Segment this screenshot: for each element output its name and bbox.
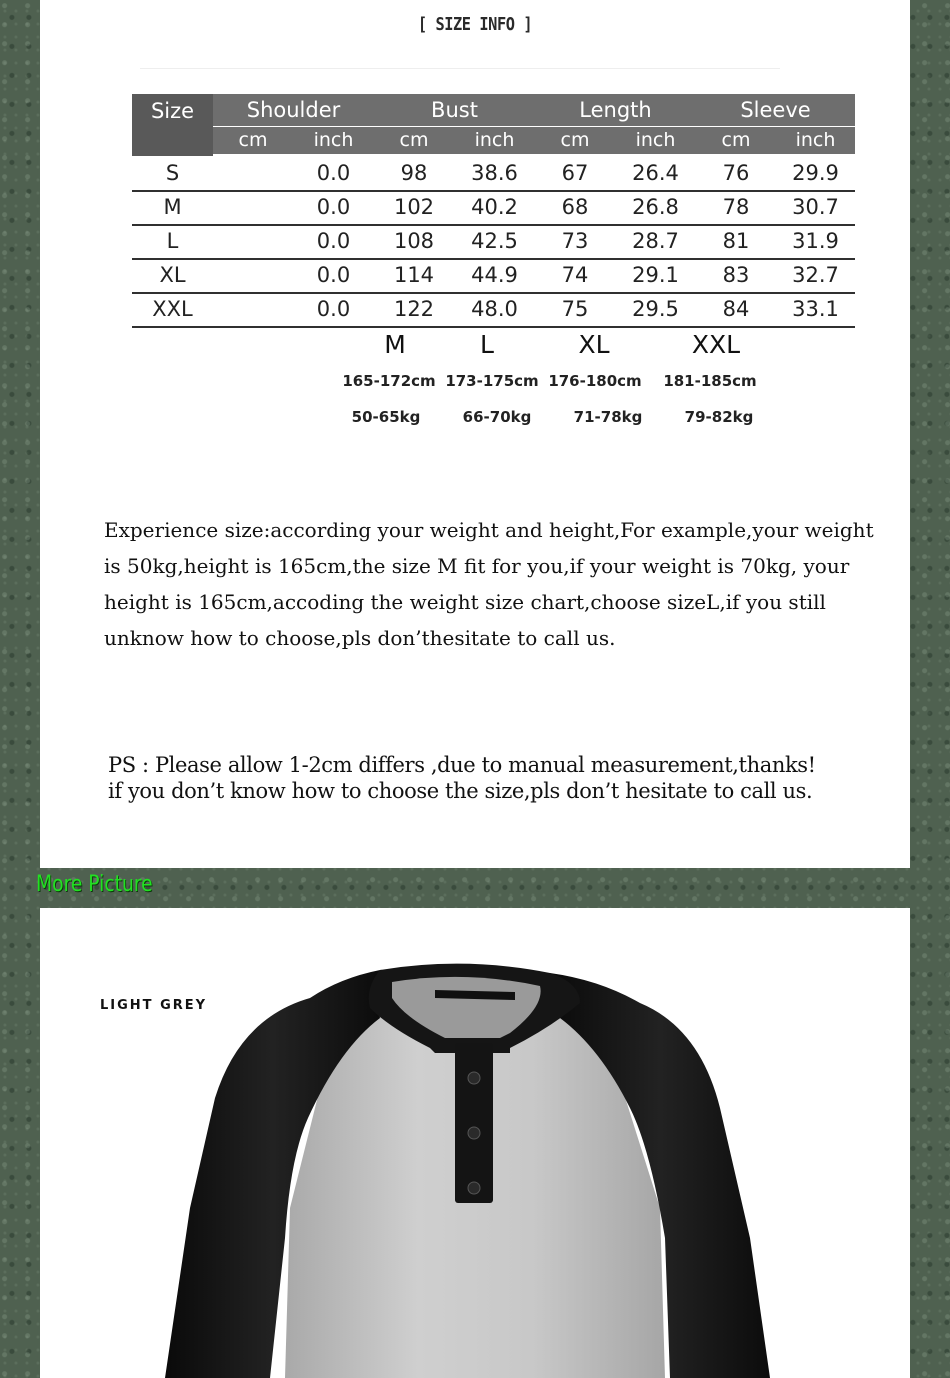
cell-sleeve-cm: 83 [722, 263, 750, 287]
cell-size: XL [159, 263, 186, 287]
wh-height-range: 165-172cm [342, 372, 436, 390]
header-size: Size [150, 99, 195, 123]
cell-bust-inch: 48.0 [471, 297, 518, 321]
cell-shoulder-inch: 0.0 [316, 195, 351, 219]
cell-shoulder-cm [213, 224, 293, 258]
cell-shoulder-inch: 0.0 [316, 229, 351, 253]
wh-size-label: XL [578, 330, 610, 359]
subheader-cm: cm [238, 129, 268, 151]
cell-sleeve-inch: 33.1 [792, 297, 839, 321]
cell-bust-inch: 42.5 [471, 229, 518, 253]
cell-sleeve-inch: 30.7 [792, 195, 839, 219]
cell-bust-cm: 108 [393, 229, 435, 253]
cell-length-cm: 68 [561, 195, 589, 219]
subheader-inch: inch [635, 129, 676, 151]
cell-shoulder-inch: 0.0 [316, 161, 351, 185]
ps-note-line: PS : Please allow 1-2cm differs ,due to manual measurement,thanks! [108, 753, 816, 777]
wh-size-label: L [480, 330, 494, 359]
cell-length-cm: 67 [561, 161, 589, 185]
cell-sleeve-inch: 29.9 [792, 161, 839, 185]
cell-sleeve-inch: 31.9 [792, 229, 839, 253]
header-shoulder: Shoulder [246, 98, 341, 122]
size-info-title: [ SIZE INFO ] [417, 14, 533, 35]
cell-length-inch: 26.4 [632, 161, 679, 185]
wh-size-label: M [384, 330, 406, 359]
cell-size: M [163, 195, 182, 219]
cell-bust-inch: 38.6 [471, 161, 518, 185]
cell-shoulder-cm [213, 156, 293, 190]
more-picture-heading: More Picture [36, 872, 153, 897]
product-color-label: LIGHT GREY [100, 998, 208, 1013]
subheader-inch: inch [313, 129, 354, 151]
cell-sleeve-cm: 81 [722, 229, 750, 253]
header-sleeve: Sleeve [740, 98, 811, 122]
table-row [132, 292, 855, 328]
cell-bust-inch: 40.2 [471, 195, 518, 219]
wh-weight-range: 79-82kg [684, 408, 754, 426]
subheader-cm: cm [721, 129, 751, 151]
cell-shoulder-cm [213, 258, 293, 292]
cell-sleeve-cm: 76 [722, 161, 750, 185]
cell-shoulder-inch: 0.0 [316, 297, 351, 321]
cell-size: XXL [152, 297, 193, 321]
header-bust: Bust [431, 98, 478, 122]
wh-height-range: 181-185cm [663, 372, 757, 390]
cell-length-inch: 26.8 [632, 195, 679, 219]
wh-size-label: XXL [691, 330, 741, 359]
title-divider [140, 68, 780, 69]
cell-length-cm: 74 [561, 263, 589, 287]
cell-shoulder-cm [213, 190, 293, 224]
table-row [132, 190, 855, 226]
cell-sleeve-inch: 32.7 [792, 263, 839, 287]
subheader-cm: cm [560, 129, 590, 151]
cell-size: L [166, 229, 179, 253]
product-photo-panel [40, 908, 910, 1378]
cell-length-cm: 75 [561, 297, 589, 321]
table-row [132, 258, 855, 294]
cell-length-inch: 29.5 [632, 297, 679, 321]
subheader-inch: inch [474, 129, 515, 151]
wh-height-range: 173-175cm [445, 372, 539, 390]
cell-sleeve-cm: 84 [722, 297, 750, 321]
table-row [132, 156, 855, 192]
table-row [132, 224, 855, 260]
size-info-panel [40, 0, 910, 868]
wh-height-range: 176-180cm [548, 372, 642, 390]
cell-length-inch: 28.7 [632, 229, 679, 253]
wh-weight-range: 66-70kg [462, 408, 532, 426]
wh-weight-range: 50-65kg [351, 408, 421, 426]
cell-sleeve-cm: 78 [722, 195, 750, 219]
cell-length-inch: 29.1 [632, 263, 679, 287]
cell-bust-cm: 122 [393, 297, 435, 321]
header-length: Length [579, 98, 652, 122]
cell-length-cm: 73 [561, 229, 589, 253]
cell-shoulder-inch: 0.0 [316, 263, 351, 287]
wh-weight-range: 71-78kg [573, 408, 643, 426]
ps-note [108, 752, 898, 804]
cell-bust-cm: 98 [400, 161, 428, 185]
cell-bust-cm: 114 [393, 263, 435, 287]
cell-bust-inch: 44.9 [471, 263, 518, 287]
subheader-inch: inch [795, 129, 836, 151]
cell-shoulder-cm [213, 292, 293, 326]
size-advice-text: Experience size:according your weight and height,For example,your weight is 50kg,height is 165cm,the size M fit for you,if your weight is 70kg, your height is 165cm,accoding the weight size chart,choose sizeL,if you still unknow how to choose,pls don’thesitate to call us. [104, 518, 874, 650]
cell-bust-cm: 102 [393, 195, 435, 219]
ps-note-line: if you don’t know how to choose the size,pls don’t hesitate to call us. [108, 779, 813, 803]
subheader-cm: cm [399, 129, 429, 151]
cell-size: S [165, 161, 180, 185]
henley-shirt-image [40, 908, 910, 1378]
